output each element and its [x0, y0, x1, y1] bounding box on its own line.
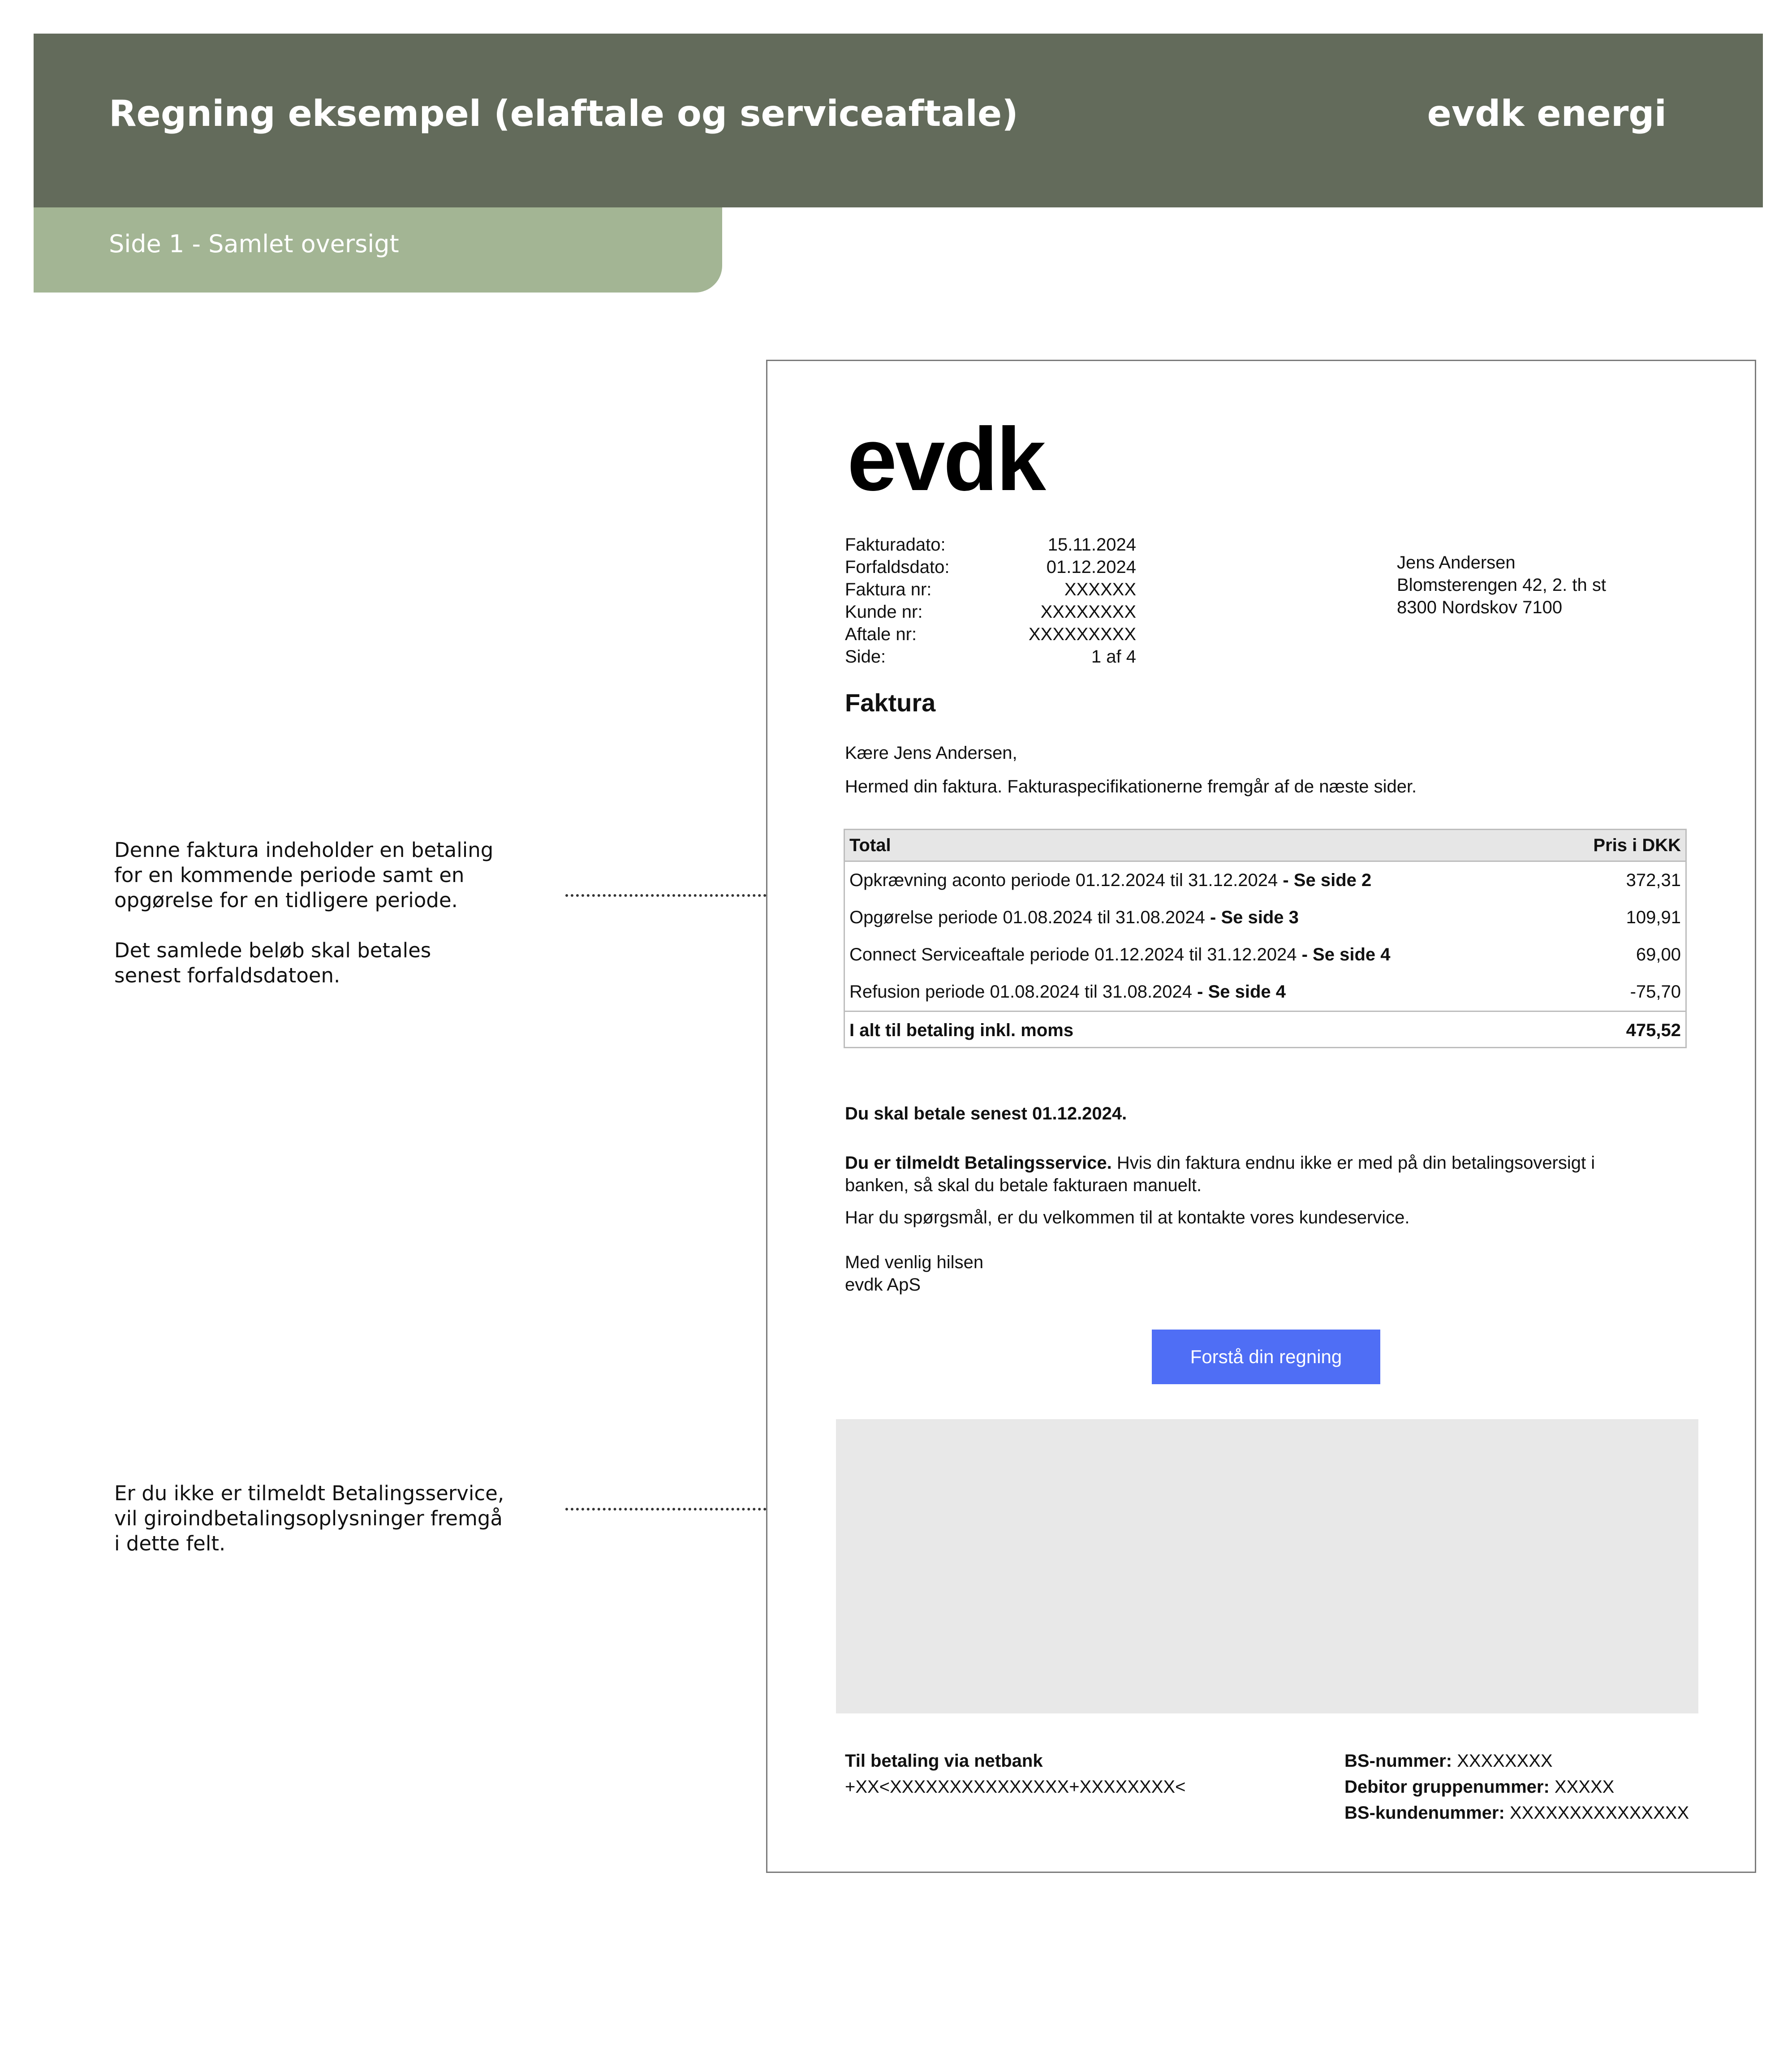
annotation-line: senest forfaldsdatoen.: [114, 964, 340, 987]
page-title: Regning eksempel (elaftale og serviceaftale): [109, 93, 1018, 134]
annotation-line: i dette felt.: [114, 1532, 226, 1555]
payment-deadline: Du skal betale senest 01.12.2024.: [845, 1104, 1127, 1123]
table-row: Opgørelse periode 01.08.2024 til 31.08.2024 - Se side 3 109,91: [849, 908, 1681, 927]
page-reference-link[interactable]: - Se side 2: [1278, 870, 1372, 890]
annotation-line: vil giroindbetalingsoplysninger fremgå: [114, 1506, 503, 1530]
page-reference-link[interactable]: - Se side 4: [1192, 982, 1286, 1002]
greeting: Kære Jens Andersen,: [845, 743, 1017, 763]
annotation-line: for en kommende periode samt en: [114, 863, 465, 887]
page-reference-link[interactable]: - Se side 3: [1205, 908, 1299, 927]
annotation-line: Det samlede beløb skal betales: [114, 938, 431, 962]
table-total-row: I alt til betaling inkl. moms 475,52: [845, 1011, 1685, 1049]
understand-bill-button[interactable]: Forstå din regning: [1152, 1330, 1380, 1384]
table-header: Total Pris i DKK: [845, 830, 1685, 862]
table-row: Connect Serviceaftale periode 01.12.2024 til 31.12.2024 - Se side 4 69,00: [849, 945, 1681, 964]
annotation-line: opgørelse for en tidligere periode.: [114, 888, 458, 912]
annotation-line: Denne faktura indeholder en betaling: [114, 838, 494, 862]
summary-table: [844, 829, 1687, 1048]
invoice-meta: [845, 534, 1136, 668]
annotation-total: [114, 838, 493, 988]
questions-text: Har du spørgsmål, er du velkommen til at kontakte vores kundeservice.: [845, 1208, 1410, 1227]
table-row: Opkrævning aconto periode 01.12.2024 til 31.12.2024 - Se side 2 372,31: [849, 870, 1681, 890]
customer-address: Jens Andersen Blomsterengen 42, 2. th st 8300 Nordskov 7100: [1397, 553, 1606, 617]
netbank-info: Til betaling via netbank +XX<XXXXXXXXXXXXXXX+XXXXXXXX<: [845, 1751, 1186, 1797]
meta-row: Fakturadato: 15.11.2024: [845, 535, 1136, 555]
brand-name: evdk energi: [1427, 93, 1667, 134]
intro-text: Hermed din faktura. Fakturaspecifikationerne fremgår af de næste sider.: [845, 777, 1417, 796]
betalingsservice-text: Du er tilmeldt Betalingsservice. Hvis din faktura endnu ikke er med på din betalingsoversigt i banken, så skal du betale fakturaen manuelt.: [845, 1153, 1595, 1195]
table-row: Refusion periode 01.08.2024 til 31.08.2024 - Se side 4 -75,70: [849, 982, 1681, 1002]
annotation-line: Er du ikke er tilmeldt Betalingsservice,: [114, 1481, 504, 1505]
annotation-giro: [114, 1481, 504, 1556]
page-reference-link[interactable]: - Se side 4: [1297, 945, 1391, 964]
evdk-logo: evdk: [847, 409, 1044, 509]
section-tab: [34, 207, 722, 293]
invoice-document: [766, 360, 1756, 1873]
meta-row: Forfaldsdato: 01.12.2024: [845, 557, 1136, 577]
page-header: [34, 34, 1763, 207]
meta-row: Side: 1 af 4: [845, 647, 1136, 667]
meta-row: Kunde nr: XXXXXXXX: [845, 602, 1136, 622]
closing: Med venlig hilsen evdk ApS: [845, 1252, 984, 1295]
bs-info: BS-nummer: XXXXXXXX Debitor gruppenummer: XXXXX BS-kundenummer: XXXXXXXXXXXXXXX: [1344, 1751, 1689, 1823]
meta-row: Faktura nr: XXXXXX: [845, 580, 1136, 599]
invoice-heading: Faktura: [845, 689, 936, 717]
giro-payment-area: [836, 1419, 1698, 1713]
section-tab-label: Side 1 - Samlet oversigt: [109, 230, 399, 258]
meta-row: Aftale nr: XXXXXXXXX: [845, 624, 1136, 644]
